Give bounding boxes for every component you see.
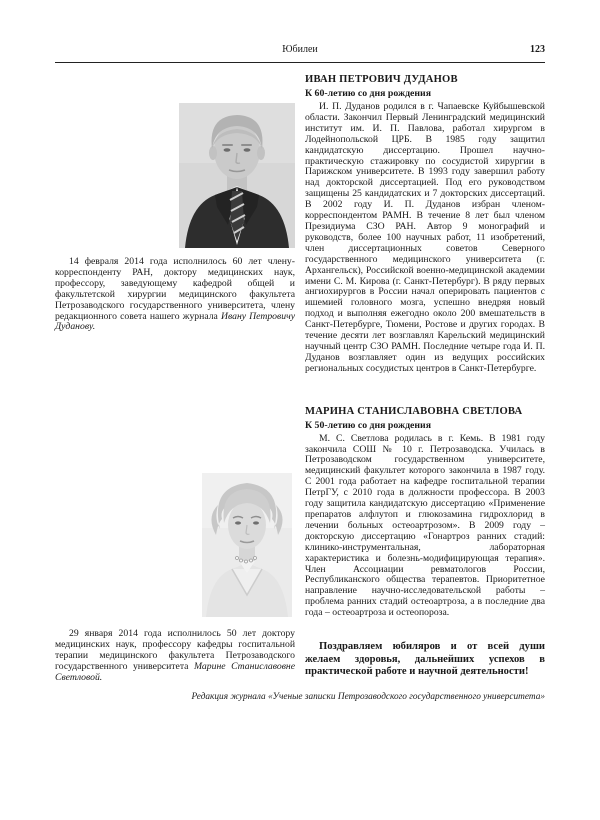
portrait-photo-dudanov	[179, 103, 295, 248]
congratulation-paragraph: Поздравляем юбиляров и от всей души желаем здоровья, дальнейших успехов в практической работе и научной деятельности!	[305, 641, 545, 678]
editorial-signature: Редакция журнала «Ученые записки Петрозаводского государственного университета»	[191, 691, 545, 702]
article-body-dudanov: И. П. Дуданов родился в г. Чапаевске Куйбышевской области. Закончил Первый Ленинградский медицинский институт им. И. П. Павлова, работал хирургом в Лодейнопольской ЦРБ. В 1985 году защитил кандидатскую диссертацию. Прошел научно-практическую стажировку по сосудистой хирургии в Парижском университете. В 1993 году завершил работу над докторской диссертацией. Под его руководством защищены 25 кандидатских и 7 докторских диссертаций. В 2002 году И. П. Дуданов избран членом-корреспондентом РАМН. В течение 8 лет был членом Президиума СЗО РАН. Автор 9 монографий и руководств, более 100 научных работ, 11 изобретений, член диссертационных советов Северного государственного медицинского университета (г. Архангельск), Российской военно-медицинской академии имени С. М. Кирова (г. Санкт-Петербург). В ряду первых ангиохирургов в России начал оперировать пациентов с ишемией головного мозга, успешно внедряя новый подход и выполняя ежегодно около 200 вмешательств в Санкт-Петербурге, Тюмени, Ростове и других городах. В течение десяти лет возглавлял Карельский медицинский научный центр СЗО РАМН. Последние четыре года И. П. Дуданов возглавляет один из ведущих российских региональных сосудистых центров в Санкт-Петербурге.	[305, 101, 545, 374]
portrait-photo-svetlova	[202, 473, 292, 617]
article-title-svetlova: МАРИНА СТАНИСЛАВОВНА СВЕТЛОВА	[305, 405, 523, 417]
article-subtitle-svetlova: К 50-летию со дня рождения	[305, 419, 431, 431]
two-column-layout	[55, 63, 545, 684]
photo-caption-svetlova	[55, 629, 295, 684]
article-title-dudanov: ИВАН ПЕТРОВИЧ ДУДАНОВ	[305, 74, 458, 85]
running-title: Юбилеи	[282, 44, 318, 55]
page-number: 123	[530, 44, 545, 55]
left-column	[55, 63, 295, 684]
caption-text: 29 января 2014 года исполнилось 50 лет доктору медицинских наук, профессору кафедры госпитальной терапии медицинского факультета Петрозаводского государственного университета	[55, 628, 295, 673]
caption-name-italic: Марине Станиславовне Светловой.	[55, 661, 295, 683]
portrait-man-illustration	[179, 103, 295, 248]
article-subtitle-dudanov: К 60-летию со дня рождения	[305, 88, 431, 99]
running-header	[55, 44, 545, 63]
article-body-svetlova: М. С. Светлова родилась в г. Кемь. В 1981 году закончила СОШ № 10 г. Петрозаводска. Училась в Петрозаводском государственном университете, медицинский факультет которого закончила в 1987 году. С 2001 года работает на кафедре госпитальной терапии ПетрГУ, с 2010 года в должности профессора. В 2003 году защитила кандидатскую диссертацию «Применение препаратов алфлутоп и глюкозамина гидрохлорид в лечении больных остеоартрозом». В 2009 году – докторскую диссертацию «Гонартроз ранних стадий: клинико-инструментальная, лабораторная характеристика и болезнь-модифицирующая терапия». Член Ассоциации ревматологов России, Республиканского общества терапевтов. Приоритетное направление научно-исследовательской работы – проблема ранних стадий остеоартроза, а в последние два года – остеоартроза и остеопороза.	[305, 432, 545, 619]
right-column	[305, 63, 545, 684]
photo-caption-dudanov	[55, 257, 295, 333]
portrait-woman-illustration	[202, 473, 292, 617]
caption-name-italic: Ивану Петровичу Дуданову.	[55, 310, 295, 333]
caption-text: 14 февраля 2014 года исполнилось 60 лет члену-корреспонденту РАН, доктору медицинских наук, профессору, заведующему кафедрой общей и факультетской хирургии медицинского факультета Петрозаводского государственного университета, члену редакционного совета нашего журнала	[55, 256, 295, 322]
